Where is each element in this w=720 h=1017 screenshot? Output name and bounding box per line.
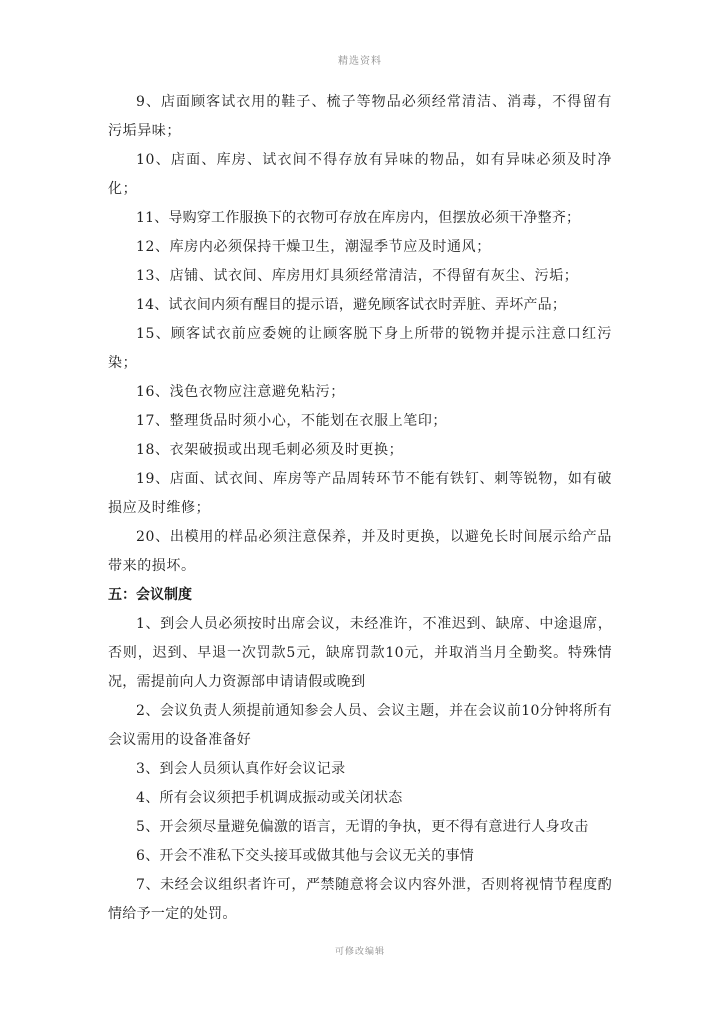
store-rules-list <box>108 88 612 581</box>
meeting-rule-7: 7、未经会议组织者许可，严禁随意将会议内容外泄，否则将视情节程度酌情给予一定的处罚。 <box>108 877 612 922</box>
rule-13: 13、店铺、试衣间、库房用灯具须经常清洁，不得留有灰尘、污垢； <box>136 268 579 284</box>
rule-11: 11、导购穿工作服换下的衣物可存放在库房内，但摆放必须干净整齐； <box>136 210 581 226</box>
meeting-section <box>108 581 612 929</box>
rule-20: 20、出模用的样品必须注意保养，并及时更换，以避免长时间展示给产品带来的损坏。 <box>108 529 612 574</box>
document-body <box>108 88 612 929</box>
meeting-rule-2: 2、会议负责人须提前通知参会人员、会议主题，并在会议前10分钟将所有会议需用的设备准备好 <box>108 703 612 748</box>
rule-9: 9、店面顾客试衣用的鞋子、梳子等物品必须经常清洁、消毒，不得留有污垢异味； <box>108 94 612 139</box>
section-heading: 五：会议制度 <box>108 587 192 603</box>
rule-14: 14、试衣间内须有醒目的提示语，避免顾客试衣时弄脏、弄坏产品； <box>136 297 567 313</box>
meeting-rule-4: 4、所有会议须把手机调成振动或关闭状态 <box>136 790 403 806</box>
rule-15: 15、顾客试衣前应委婉的让顾客脱下身上所带的锐物并提示注意口红污染； <box>108 326 612 371</box>
rule-19: 19、店面、试衣间、库房等产品周转环节不能有铁钉、刺等锐物，如有破损应及时维修； <box>108 471 612 516</box>
rule-17: 17、整理货品时须小心，不能划在衣服上笔印； <box>136 413 448 429</box>
rule-18: 18、衣架破损或出现毛刺必须及时更换； <box>136 442 404 458</box>
page-footer: 可修改编辑 <box>334 947 385 957</box>
meeting-rule-1: 1、到会人员必须按时出席会议，未经准许，不准迟到、缺席、中途退席，否则，迟到、早退一次罚款5元，缺席罚款10元，并取消当月全勤奖。特殊情况，需提前向人力资源部申请请假或晚到 <box>108 616 612 690</box>
meeting-rule-6: 6、开会不准私下交头接耳或做其他与会议无关的事情 <box>136 848 475 864</box>
rule-12: 12、库房内必须保持干燥卫生，潮湿季节应及时通风； <box>136 239 491 255</box>
rule-16: 16、浅色衣物应注意避免粘污； <box>136 384 345 400</box>
rule-10: 10、店面、库房、试衣间不得存放有异味的物品，如有异味必须及时净化； <box>108 152 612 197</box>
meeting-rule-5: 5、开会须尽量避免偏激的语言，无谓的争执，更不得有意进行人身攻击 <box>136 819 589 835</box>
meeting-rule-3: 3、到会人员须认真作好会议记录 <box>136 761 346 777</box>
page-header: 精选资料 <box>338 56 382 67</box>
